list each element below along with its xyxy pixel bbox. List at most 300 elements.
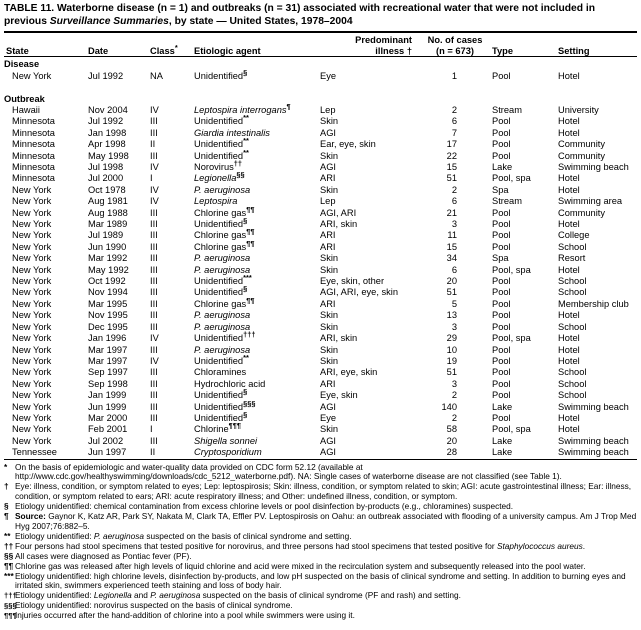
agent-name: Unidentified [194, 219, 244, 230]
table-row [4, 402, 637, 413]
agent-name: Norovirus [194, 162, 234, 173]
agent-footnote-marker: §§ [236, 170, 245, 180]
agent-name: P. aeruginosa [194, 321, 251, 332]
cell-class: IV [150, 104, 159, 115]
cell-setting: Membership club [558, 298, 629, 309]
footnote-text: Legionella [93, 590, 132, 601]
cell-no-of-cases: 51 [446, 367, 457, 378]
cell-date: Mar 1997 [88, 355, 128, 366]
cell-state: New York [12, 298, 52, 309]
cell-no-of-cases: 13 [446, 310, 457, 321]
footnote-marker: ¶¶¶ [4, 611, 17, 621]
cell-predominant-illness: ARI [320, 173, 336, 184]
cell-setting: Swimming beach [558, 162, 629, 173]
cell-date: Jul 1992 [88, 70, 124, 81]
cell-predominant-illness: AGI, ARI, eye, skin [320, 287, 399, 298]
cell-date: Oct 1992 [88, 276, 126, 287]
column-header-cases-line2: (n = 673) [436, 45, 474, 56]
cell-date: May 1992 [88, 264, 129, 275]
cell-etiologic-agent [194, 310, 320, 321]
cell-no-of-cases: 2 [451, 104, 457, 115]
footnote-text: and [131, 590, 151, 601]
cell-predominant-illness: Eye, skin [320, 390, 358, 401]
cell-type: Pool [492, 321, 511, 332]
cell-type: Pool [492, 378, 511, 389]
cell-state: Minnesota [12, 173, 55, 184]
cell-class: IV [150, 196, 159, 207]
cell-setting: Community [558, 150, 606, 161]
cell-date: Jul 2002 [88, 435, 124, 446]
footnote-text: Etiology unidentified: high chlorine levels, disinfection by-products, and low pH suspected on the basis of clinical syndrome and setting. In addition to burning eyes and irritated skin, swimmers experienced teeth staining and loss of body hair. [15, 570, 626, 591]
cell-type: Pool [492, 287, 511, 298]
cell-no-of-cases: 5 [451, 298, 457, 309]
cell-predominant-illness: Skin [320, 310, 339, 321]
footnote-marker: §§ [4, 550, 14, 561]
table-footer [4, 459, 637, 461]
footnote-marker: §§§ [4, 601, 17, 611]
cell-type: Lake [492, 447, 513, 458]
cell-setting: Community [558, 139, 606, 150]
cell-class: III [150, 344, 158, 355]
cell-predominant-illness: Ear, eye, skin [320, 139, 376, 150]
cell-date: Dec 1995 [88, 321, 128, 332]
cell-predominant-illness: ARI, eye, skin [320, 367, 378, 378]
cell-date: Jan 1996 [88, 333, 127, 344]
cell-class: II [150, 447, 156, 458]
cell-predominant-illness: AGI, ARI [320, 207, 357, 218]
cell-date: Mar 1997 [88, 344, 128, 355]
agent-name: Chloramines [194, 367, 247, 378]
column-header-no-of-cases [418, 35, 492, 57]
agent-name: Leptospira [194, 196, 238, 207]
cell-class: III [150, 207, 158, 218]
cell-class: II [150, 139, 156, 150]
cell-no-of-cases: 28 [446, 447, 457, 458]
agent-name: Giardia intestinalis [194, 127, 270, 138]
column-header-illness-label: illness [375, 45, 405, 56]
cell-date: Mar 1995 [88, 298, 128, 309]
footnote-marker: † [4, 481, 9, 492]
group-label: Disease [4, 59, 40, 70]
cell-state: New York [12, 367, 52, 378]
footnote-text: Staphylococcus aureus [496, 540, 583, 551]
table-row [4, 265, 637, 276]
cell-class: III [150, 241, 158, 252]
cell-class: IV [150, 333, 159, 344]
cell-etiologic-agent [194, 284, 320, 298]
cell-class: III [150, 219, 158, 230]
footnote-text: . [582, 540, 586, 551]
cell-type: Pool, spa [492, 424, 531, 435]
cell-etiologic-agent [194, 330, 320, 344]
cell-etiologic-agent [194, 170, 320, 184]
cell-date: May 1998 [88, 150, 129, 161]
agent-name: Unidentified [194, 276, 244, 287]
cell-no-of-cases: 7 [451, 127, 457, 138]
cell-no-of-cases: 19 [446, 355, 457, 366]
cell-class: III [150, 127, 158, 138]
cell-type: Pool [492, 241, 511, 252]
cell-class: III [150, 116, 158, 127]
footnote-marker: § [4, 501, 9, 512]
table-header-row [4, 35, 637, 57]
cell-predominant-illness: Skin [320, 344, 339, 355]
cell-etiologic-agent [194, 295, 320, 310]
table-row [4, 71, 637, 82]
cell-state: New York [12, 70, 52, 81]
cell-predominant-illness: Skin [320, 264, 339, 275]
cell-date: Aug 1981 [88, 196, 128, 207]
agent-name: P. aeruginosa [194, 264, 251, 275]
cell-state: New York [12, 321, 52, 332]
footnote-text: suspected on the basis of clinical syndrome and setting. [144, 530, 352, 541]
footnote [4, 572, 637, 592]
footnote-text: suspected on the basis of clinical syndrome (PF and rash) and setting. [200, 590, 461, 601]
cell-date: Aug 1988 [88, 207, 128, 218]
footnote [4, 482, 637, 502]
cell-state: New York [12, 310, 52, 321]
cell-state: New York [12, 287, 52, 298]
cell-predominant-illness: ARI, skin [320, 333, 358, 344]
cell-state: Minnesota [12, 116, 55, 127]
footnote-text: Gaynor K, Katz AR, Park SY, Nakata M, Clark TA, Effler PV. Leptospirosis on Oahu: an outbreak associated with flooding of a university campus. Am J Trop Med Hyg 2007;76:882–5. [15, 511, 637, 532]
cell-class: III [150, 298, 158, 309]
agent-name: Chlorine gas [194, 207, 247, 218]
cell-predominant-illness: AGI [320, 401, 337, 412]
cell-etiologic-agent [194, 185, 320, 196]
footnote-marker: ††† [4, 591, 17, 601]
agent-footnote-marker: § [243, 215, 248, 225]
cell-setting: Hotel [558, 219, 580, 230]
cell-setting: Hotel [558, 333, 580, 344]
cell-setting: School [558, 367, 587, 378]
cell-type: Lake [492, 162, 513, 173]
cell-state: Minnesota [12, 150, 55, 161]
cell-predominant-illness: Eye [320, 70, 337, 81]
agent-name: P. aeruginosa [194, 344, 251, 355]
table-title-line-2-italic: Surveillance Summaries [49, 15, 169, 27]
agent-name: Unidentified [194, 401, 244, 412]
footnote-text: Eye: illness, condition, or symptom related to eyes; Lep: leptospirosis; Skin: illness, condition, or symptom related to skin; AGI: acute gastrointestinal illness; Ear: illness, condition, or symptom related to ears; ARI: acute respiratory illness; and Other: undefined illness, condition, or symptom. [15, 481, 632, 502]
cell-state: Minnesota [12, 139, 55, 150]
cell-no-of-cases: 1 [451, 70, 457, 81]
column-header-illness-footnote: † [406, 45, 412, 56]
agent-name: Unidentified [194, 333, 244, 344]
table-row [4, 196, 637, 207]
agent-footnote-marker: ¶¶¶ [228, 421, 241, 431]
cell-setting: School [558, 276, 587, 287]
cell-etiologic-agent [194, 227, 320, 241]
cell-no-of-cases: 2 [451, 412, 457, 423]
cell-date: Mar 1989 [88, 219, 128, 230]
cell-state: New York [12, 196, 52, 207]
cell-class: IV [150, 355, 159, 366]
table-row [4, 367, 637, 378]
cell-state: Minnesota [12, 162, 55, 173]
cell-type: Pool, spa [492, 173, 531, 184]
footnote-marker: ¶¶ [4, 560, 14, 571]
cell-no-of-cases: 6 [451, 196, 457, 207]
cell-etiologic-agent [194, 265, 320, 276]
cell-date: Jun 1990 [88, 241, 127, 252]
cell-predominant-illness: AGI [320, 435, 337, 446]
table-row [4, 379, 637, 390]
cell-class: III [150, 367, 158, 378]
cell-date: Oct 1978 [88, 184, 126, 195]
cell-setting: School [558, 390, 587, 401]
footnote-marker: * [4, 461, 8, 472]
cell-no-of-cases: 3 [451, 219, 457, 230]
cell-predominant-illness: Eye [320, 412, 337, 423]
table-row [4, 185, 637, 196]
cell-type: Stream [492, 104, 522, 115]
group-label: Outbreak [4, 93, 45, 104]
cell-state: New York [12, 412, 52, 423]
cell-date: Nov 1994 [88, 287, 128, 298]
cell-type: Pool [492, 230, 511, 241]
cell-state: Tennessee [12, 447, 57, 458]
agent-footnote-marker: ** [243, 113, 249, 123]
cell-setting: Resort [558, 253, 586, 264]
cell-class: III [150, 412, 158, 423]
cell-state: New York [12, 184, 52, 195]
cell-class: I [150, 424, 153, 435]
cell-class: III [150, 276, 158, 287]
cell-etiologic-agent [194, 196, 320, 207]
cell-no-of-cases: 11 [447, 230, 457, 241]
cell-class: III [150, 435, 158, 446]
cell-setting: School [558, 287, 587, 298]
cell-setting: Swimming beach [558, 435, 629, 446]
table-row [4, 413, 637, 424]
cell-state: New York [12, 333, 52, 344]
column-header-state: State [6, 45, 29, 56]
cell-class: III [150, 150, 158, 161]
cell-etiologic-agent [194, 215, 320, 230]
footnote-text: Etiology unidentified: chemical contamination from excess chlorine levels or pool disinfection by-products (e.g., chloramines) suspected. [15, 501, 514, 512]
cell-type: Pool [492, 367, 511, 378]
footnote-text: Source: [15, 511, 46, 522]
footnote-marker: *** [4, 570, 14, 581]
cell-state: New York [12, 230, 52, 241]
agent-footnote-marker: § [243, 67, 248, 77]
cell-no-of-cases: 20 [446, 435, 457, 446]
column-header-illness-line2 [320, 46, 412, 57]
table-row [4, 322, 637, 333]
agent-footnote-marker: ¶¶ [246, 238, 255, 248]
cell-etiologic-agent [194, 436, 320, 447]
table-row [4, 390, 637, 401]
agent-name: Chlorine gas [194, 241, 247, 252]
column-header-predominant-illness [320, 35, 418, 57]
table-title [0, 0, 641, 28]
cell-no-of-cases: 15 [446, 162, 457, 173]
cell-no-of-cases: 21 [446, 207, 457, 218]
cell-date: Mar 2000 [88, 412, 128, 423]
footnote [4, 611, 637, 621]
cell-predominant-illness: AGI [320, 127, 337, 138]
cell-predominant-illness: ARI [320, 241, 336, 252]
cell-predominant-illness: AGI [320, 447, 337, 458]
cell-type: Spa [492, 253, 509, 264]
footnote-text: All cases were diagnosed as Pontiac fever (PF). [15, 550, 192, 561]
cell-date: Jul 1992 [88, 116, 124, 127]
cell-date: Nov 1995 [88, 310, 128, 321]
agent-name: Unidentified [194, 70, 244, 81]
cell-state: Minnesota [12, 127, 55, 138]
cell-etiologic-agent [194, 322, 320, 333]
cell-predominant-illness: Skin [320, 253, 339, 264]
cell-no-of-cases: 34 [446, 253, 457, 264]
cell-type: Pool [492, 207, 511, 218]
cell-etiologic-agent [194, 421, 320, 435]
cell-setting: College [558, 230, 590, 241]
agent-name: Unidentified [194, 390, 244, 401]
cell-no-of-cases: 51 [446, 287, 457, 298]
agent-name: Leptospira interrogans [194, 104, 287, 115]
cell-class: III [150, 378, 158, 389]
cell-etiologic-agent [194, 367, 320, 378]
cell-class: III [150, 390, 158, 401]
column-header-setting: Setting [558, 45, 590, 56]
cell-type: Pool, spa [492, 264, 531, 275]
cell-setting: Hotel [558, 116, 580, 127]
table-row [4, 424, 637, 435]
cell-type: Pool [492, 70, 511, 81]
cell-etiologic-agent [194, 387, 320, 401]
cell-state: New York [12, 390, 52, 401]
table-body [4, 59, 637, 459]
cell-etiologic-agent [194, 238, 320, 253]
cell-state: New York [12, 241, 52, 252]
cell-no-of-cases: 29 [446, 333, 457, 344]
agent-footnote-marker: ** [243, 147, 249, 157]
cell-predominant-illness: Eye, skin, other [320, 276, 385, 287]
cell-setting: Swimming beach [558, 401, 629, 412]
agent-name: Hydrochloric acid [194, 378, 266, 389]
table-group-row [4, 59, 637, 70]
cell-type: Pool [492, 310, 511, 321]
cell-no-of-cases: 6 [451, 116, 457, 127]
cell-class: IV [150, 162, 159, 173]
footnote-text: Chlorine gas was released after high levels of liquid chlorine and acid were mixed in the recirculation system and subsequently released into the pool water. [15, 560, 586, 571]
cell-type: Pool [492, 150, 511, 161]
cell-state: New York [12, 435, 52, 446]
footnote-text: Four persons had stool specimens that tested positive for norovirus, and three persons had stool specimens that tested positive for [15, 540, 497, 551]
table-title-line-2 [4, 16, 637, 29]
table-row [4, 230, 637, 241]
cell-state: New York [12, 355, 52, 366]
cell-setting: University [558, 104, 599, 115]
cell-setting: School [558, 241, 587, 252]
agent-footnote-marker: ¶ [286, 101, 291, 111]
cell-predominant-illness: Skin [320, 116, 339, 127]
footnote-text: Etiology unidentified: [15, 590, 94, 601]
cell-predominant-illness: Lep [320, 196, 336, 207]
cell-state: New York [12, 378, 52, 389]
column-header-cases-line1: No. of cases [427, 35, 483, 46]
cell-date: Jun 1999 [88, 401, 127, 412]
table-row [4, 356, 637, 367]
agent-name: Unidentified [194, 287, 244, 298]
cell-type: Lake [492, 401, 513, 412]
cell-setting: Community [558, 207, 606, 218]
cell-setting: School [558, 321, 587, 332]
table-title-line-2-suffix: , by state — United States, 1978–2004 [168, 15, 353, 27]
footnote-text: Injuries occurred after the hand-addition of chlorine into a pool while swimmers were using it. [15, 610, 355, 621]
cell-etiologic-agent [194, 147, 320, 162]
table-row [4, 447, 637, 459]
cell-type: Stream [492, 196, 522, 207]
cell-etiologic-agent [194, 101, 320, 116]
cell-date: Jan 1999 [88, 390, 127, 401]
agent-footnote-marker: ** [243, 352, 249, 362]
cell-state: New York [12, 253, 52, 264]
cell-etiologic-agent [194, 158, 320, 173]
cell-state: New York [12, 264, 52, 275]
cell-type: Pool [492, 390, 511, 401]
cell-no-of-cases: 2 [451, 390, 457, 401]
footnote-marker: †† [4, 540, 14, 551]
table-row [4, 173, 637, 184]
cell-date: Sep 1998 [88, 378, 128, 389]
agent-footnote-marker: †† [233, 158, 243, 168]
cell-type: Pool, spa [492, 333, 531, 344]
table-title-line-1: TABLE 11. Waterborne disease (n = 1) and outbreaks (n = 31) associated with recreational water that were not included in [4, 3, 596, 14]
column-header-class [150, 35, 194, 57]
table-row [4, 345, 637, 356]
agent-name: P. aeruginosa [194, 310, 251, 321]
footnote-text: On the basis of epidemiologic and water-quality data provided on CDC form 52.12 (available at http://www.cdc.gov/healthyswimming/downloads/cdc_5212_waterborne.pdf). NA: Single cases of waterborne disease are not classified (see Table 1). [15, 461, 562, 482]
cell-class: III [150, 264, 158, 275]
cell-state: New York [12, 344, 52, 355]
agent-name: Chlorine gas [194, 298, 247, 309]
cell-setting: Hotel [558, 355, 580, 366]
cell-type: Pool [492, 298, 511, 309]
agent-name: Unidentified [194, 150, 244, 161]
agent-footnote-marker: § [243, 409, 248, 419]
cell-state: Hawaii [12, 104, 40, 115]
column-header-class-label: Class [150, 45, 175, 56]
agent-name: Chlorine [194, 424, 229, 435]
cell-date: Jul 1998 [88, 162, 124, 173]
table-row [4, 287, 637, 298]
footnote-marker: ** [4, 530, 11, 541]
table-bottom-rule [4, 459, 637, 461]
cell-class: III [150, 321, 158, 332]
cell-class: IV [150, 184, 159, 195]
cell-date: Mar 1992 [88, 253, 128, 264]
column-header-illness-line1: Predominant [355, 35, 412, 46]
cell-predominant-illness: Skin [320, 424, 339, 435]
cell-setting: Hotel [558, 412, 580, 423]
cell-etiologic-agent [194, 128, 320, 139]
cell-predominant-illness: Skin [320, 321, 339, 332]
cell-no-of-cases: 17 [446, 139, 457, 150]
waterborne-disease-table [4, 31, 637, 460]
cell-setting: Hotel [558, 424, 580, 435]
cell-no-of-cases: 15 [446, 241, 457, 252]
cell-class: NA [150, 70, 163, 81]
table-row [4, 253, 637, 264]
cell-setting: Hotel [558, 70, 580, 81]
agent-name: Chlorine gas [194, 230, 247, 241]
cell-setting: School [558, 378, 587, 389]
cell-no-of-cases: 6 [451, 264, 457, 275]
table-row [4, 139, 637, 150]
cell-date: Jan 1998 [88, 127, 127, 138]
agent-footnote-marker: ¶¶ [246, 204, 255, 214]
